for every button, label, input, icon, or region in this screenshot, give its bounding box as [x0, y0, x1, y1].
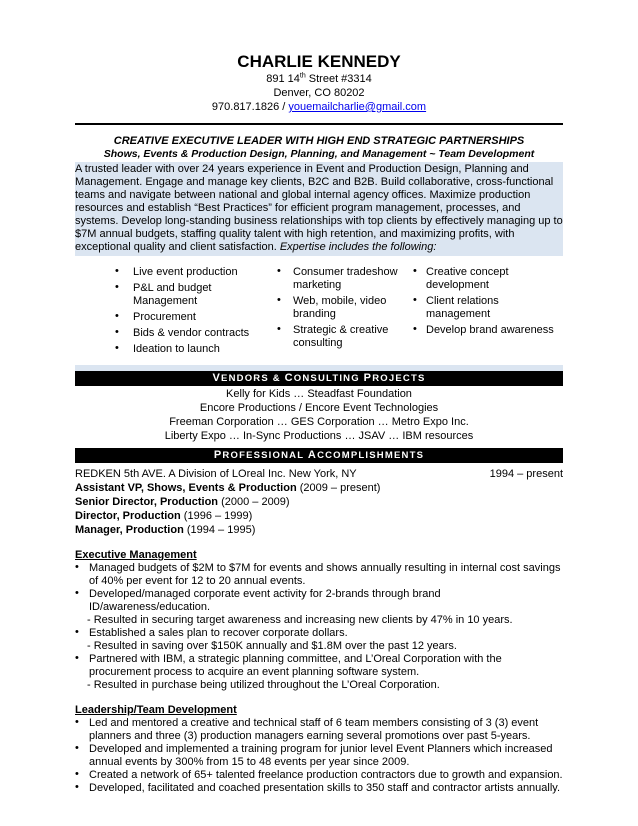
bullet-icon: • [75, 561, 79, 573]
vendor-line: Freeman Corporation … GES Corporation … Metro Expo Inc. [169, 416, 469, 428]
role-line: Director, Production (1996 – 1999) [75, 510, 253, 522]
city-state-zip: Denver, CO 80202 [273, 87, 365, 99]
street-address: 891 14th Street #3314 [266, 72, 372, 85]
bullet-icon: • [277, 323, 281, 335]
executive-management-heading: Executive Management [75, 549, 197, 561]
achievement-item: • Developed/managed corporate event activity for 2-brands through brand ID/awareness/education. [75, 587, 441, 613]
bullet-icon: • [75, 587, 79, 599]
achievement-item: • Partnered with IBM, a strategic planning committee, and L’Oreal Corporation with the procurement process to acquire an event planning software system. [75, 652, 502, 678]
bullet-icon: • [277, 265, 281, 277]
accomplishments-section-header: PROFESSIONAL ACCOMPLISHMENTS [75, 448, 563, 463]
skill-item: • Creative concept development [413, 265, 509, 291]
bullet-icon: • [413, 265, 417, 277]
employment-dates: 1994 – present [489, 468, 563, 480]
vendors-section-header: VENDORS & CONSULTING PROJECTS [75, 371, 563, 386]
skill-item: • Develop brand awareness [413, 323, 554, 336]
vendor-line: Kelly for Kids … Steadfast Foundation [226, 388, 412, 400]
bullet-icon: • [413, 294, 417, 306]
candidate-name: CHARLIE KENNEDY [237, 52, 401, 71]
bullet-icon: • [75, 626, 79, 638]
employer-row [75, 467, 563, 481]
bullet-icon: • [115, 310, 119, 322]
executive-management-list [75, 562, 563, 614]
phone-email [75, 100, 563, 114]
resume-page [75, 0, 563, 795]
employer: REDKEN 5th AVE. A Division of LOreal Inc. New York, NY [75, 468, 357, 480]
bullet-icon: • [75, 742, 79, 754]
skills-column-1 [75, 266, 263, 359]
summary-paragraph: A trusted leader with over 24 years experience in Event and Production Design, Planning and Management. Engage and manage key clients, B2C and B2B. Build collaborative, cross-functional teams and navigate between national and global internal agency offices. Maximize production resources and establish “Best Practices” for efficient program management, processes, and systems. Develop long-standing business relationships with top clients by effectively managing up to $7M annual budgets, staffing quality talent with high retention, and maximizing profits, with exceptional quality and client satisfaction. Expertise includes the following: [75, 162, 563, 256]
bullet-icon: • [115, 326, 119, 338]
skill-item: • Web, mobile, video branding [277, 294, 387, 320]
bullet-icon: • [75, 768, 79, 780]
bullet-icon: • [115, 342, 119, 354]
achievement-item: • Developed, facilitated and coached presentation skills to 350 staff and contractor artists annually. [75, 781, 561, 794]
skills-column-2 [263, 266, 411, 359]
skills-column-3 [411, 266, 563, 359]
result-line: - Resulted in securing target awareness and increasing new clients by 47% in 10 years. [87, 614, 513, 626]
vendor-line: Encore Productions / Encore Event Technologies [199, 402, 439, 414]
phone: 970.817.1826 / [211, 101, 289, 113]
header-divider [75, 123, 563, 125]
result-line: - Resulted in saving over $150K annually and $1.8M over the past 12 years. [87, 640, 457, 652]
vendor-line: Liberty Expo … In-Sync Productions … JSAV … IBM resources [164, 430, 474, 442]
skill-item: • Consumer tradeshow marketing [277, 265, 398, 291]
contact-block [75, 72, 563, 114]
role-line: Manager, Production (1994 – 1995) [75, 524, 256, 536]
leadership-heading: Leadership/Team Development [75, 704, 237, 716]
skill-item: • Live event production [115, 265, 238, 278]
achievement-item: • Developed and implemented a training program for junior level Event Planners which increased annual events by 300% from 15 to 48 events per year since 2009. [75, 742, 553, 768]
skills-grid [75, 266, 563, 365]
achievement-item: • Established a sales plan to recover corporate dollars. [75, 626, 348, 639]
achievement-item: • Managed budgets of $2M to $7M for events and shows annually resulting in internal cost savings of 40% per event for 12 to 20 annual events. [75, 561, 561, 587]
skill-item: • Bids & vendor contracts [115, 326, 250, 339]
result-line: - Resulted in purchase being utilized throughout the L’Oreal Corporation. [87, 679, 440, 691]
bullet-icon: • [277, 294, 281, 306]
skill-item: • P&L and budget Management [115, 281, 212, 307]
email-link[interactable]: youemailcharlie@gmail.com [288, 101, 427, 113]
skill-item: • Procurement [115, 310, 196, 323]
leadership-list [75, 717, 563, 795]
bullet-icon: • [115, 281, 119, 293]
skill-item: • Client relations management [413, 294, 499, 320]
achievement-item: • Created a network of 65+ talented freelance production contractors due to growth and expansion. [75, 768, 563, 781]
bullet-icon: • [75, 781, 79, 793]
bullet-icon: • [75, 652, 79, 664]
skill-item: • Ideation to launch [115, 342, 220, 355]
role-line: Assistant VP, Shows, Events & Production (2009 – present) [75, 482, 381, 494]
role-line: Senior Director, Production (2000 – 2009) [75, 496, 290, 508]
bullet-icon: • [75, 716, 79, 728]
headline: CREATIVE EXECUTIVE LEADER WITH HIGH END STRATEGIC PARTNERSHIPS [113, 135, 525, 147]
bullet-icon: • [413, 323, 417, 335]
achievement-item: • Led and mentored a creative and technical staff of 6 team members consisting of 3 (3) event planners and three (3) production managers earning several promotions over past 5-years. [75, 716, 539, 742]
vendors-list [75, 387, 563, 443]
subheadline: Shows, Events & Production Design, Planning, and Management ~ Team Development [103, 148, 535, 160]
bullet-icon: • [115, 265, 119, 277]
skill-item: • Strategic & creative consulting [277, 323, 389, 349]
